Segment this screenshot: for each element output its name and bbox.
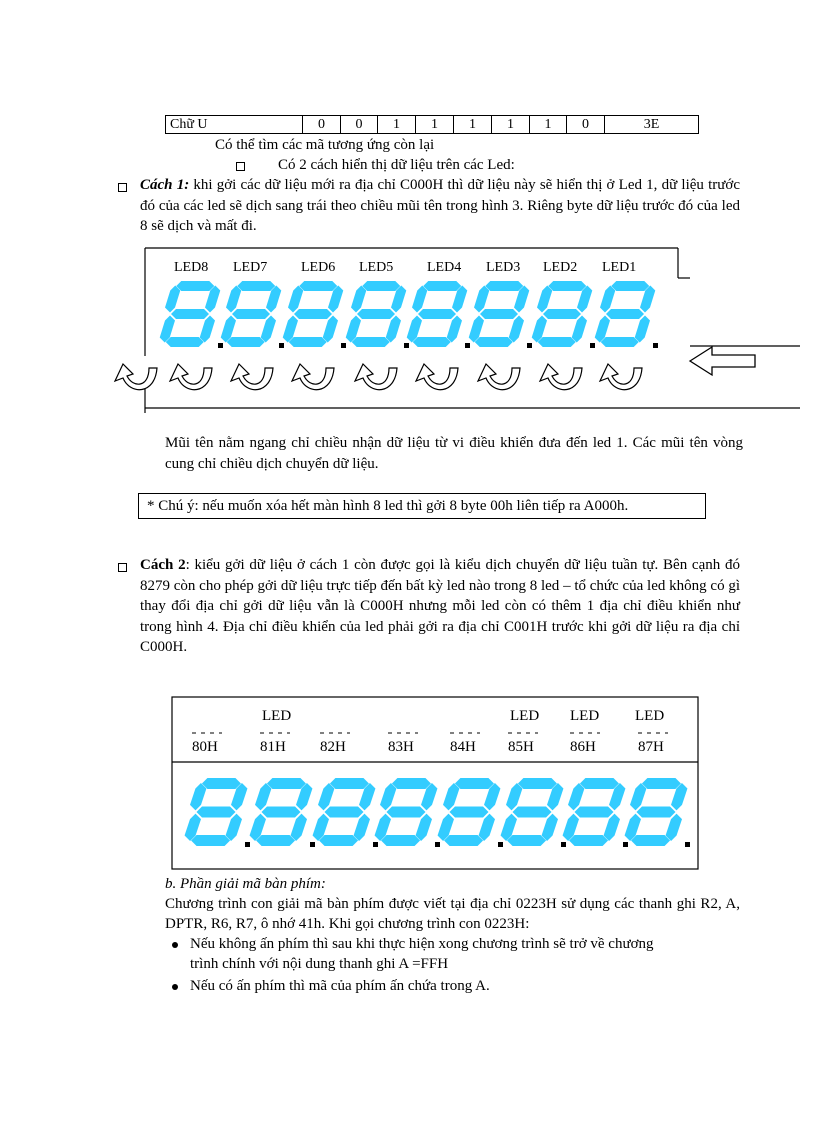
decimal-point: [341, 343, 346, 348]
code-label: Chữ U: [166, 116, 303, 134]
led-label: LED: [510, 708, 540, 724]
segment: [323, 316, 338, 343]
segment: [237, 281, 275, 291]
segment: [455, 778, 494, 789]
code-bit: 1: [492, 116, 530, 134]
segment: [479, 814, 495, 841]
decimal-point: [404, 343, 409, 348]
code-hex: 3E: [605, 116, 699, 134]
segment: [351, 286, 366, 313]
decimal-point: [623, 842, 628, 847]
led-label: LED5: [359, 260, 394, 275]
code-bit: 0: [341, 116, 378, 134]
shift-arrow-icon: [416, 364, 458, 390]
segment: [543, 309, 581, 319]
decimal-point: [279, 343, 284, 348]
led-label: LED8: [174, 260, 209, 275]
segment: [190, 783, 206, 810]
shift-arrow-icon: [170, 364, 212, 390]
segment: [386, 316, 401, 343]
figure-led-shift: [100, 238, 800, 418]
segment: [538, 337, 576, 347]
segment: [267, 778, 306, 789]
remaining-codes-text: Có thể tìm các mã tương ứng còn lại: [215, 137, 435, 153]
segment: [509, 316, 524, 343]
segment: [362, 281, 400, 291]
decimal-point: [590, 343, 595, 348]
segment: [631, 835, 670, 846]
segment: [604, 814, 620, 841]
segment: [256, 835, 295, 846]
code-bit: 1: [454, 116, 492, 134]
cach1-paragraph: [140, 175, 740, 237]
decimal-point: [310, 842, 315, 847]
square-bullet-icon: [118, 563, 127, 572]
decimal-point: [435, 842, 440, 847]
code-bit: 1: [416, 116, 454, 134]
segment: [227, 337, 265, 347]
segment: [416, 814, 432, 841]
led-label: LED4: [427, 260, 462, 275]
segment: [380, 783, 396, 810]
segment: [480, 309, 518, 319]
segment: [197, 807, 236, 818]
figure3-group: [115, 248, 800, 413]
segment: [226, 814, 242, 841]
segment: [506, 783, 522, 810]
segment: [318, 783, 334, 810]
cach1-label: Cách 1:: [140, 177, 190, 193]
segment: [542, 814, 558, 841]
section-b-title: b. Phần giải mã bàn phím:: [165, 876, 326, 892]
decimal-point: [527, 343, 532, 348]
code-bit: 0: [567, 116, 605, 134]
code-bit: 1: [530, 116, 567, 134]
segment: [474, 286, 489, 313]
cach2-label: Cách 2: [140, 557, 186, 573]
segment: [226, 286, 241, 313]
segment: [637, 807, 676, 818]
segment: [572, 316, 587, 343]
led-address: 83H: [388, 739, 414, 755]
segment: [381, 835, 420, 846]
segment: [392, 778, 431, 789]
segment: [412, 286, 427, 313]
decimal-point: [561, 842, 566, 847]
segment: [447, 316, 462, 343]
segment: [165, 286, 180, 313]
section-b-bullet-2: Nếu có ấn phím thì mã của phím ấn chứa trong A.: [190, 978, 490, 994]
segment: [548, 281, 586, 291]
square-bullet-icon: [236, 162, 245, 171]
segment: [569, 835, 608, 846]
decimal-point: [498, 842, 503, 847]
decimal-point: [465, 343, 470, 348]
led-label: LED3: [486, 260, 521, 275]
led-address: 85H: [508, 739, 534, 755]
segment: [354, 814, 370, 841]
bullet-icon: [172, 984, 178, 990]
led-address: 82H: [320, 739, 346, 755]
segment: [507, 835, 546, 846]
segment: [261, 316, 276, 343]
figure4-group: [172, 697, 698, 869]
segment: [423, 281, 461, 291]
led-label: LED: [570, 708, 600, 724]
segment: [176, 281, 214, 291]
shift-arrow-icon: [292, 364, 334, 390]
segment: [171, 309, 209, 319]
segment: [666, 814, 682, 841]
segment: [413, 337, 451, 347]
segment: [291, 814, 307, 841]
led-label: LED2: [543, 260, 578, 275]
code-bit: 1: [378, 116, 416, 134]
segment: [288, 286, 303, 313]
led-label: LED: [635, 708, 665, 724]
segment: [642, 778, 681, 789]
segment: [325, 807, 364, 818]
square-bullet-icon: [118, 183, 127, 192]
bullet-icon: [172, 942, 178, 948]
segment: [299, 281, 337, 291]
two-ways-text: Có 2 cách hiển thị dữ liệu trên các Led:: [278, 157, 515, 173]
segment: [191, 835, 230, 846]
led-address: 86H: [570, 739, 596, 755]
segment: [600, 286, 615, 313]
shift-arrow-icon: [115, 364, 157, 390]
segment: [289, 337, 327, 347]
note-box: * Chú ý: nếu muốn xóa hết màn hình 8 led thì gởi 8 byte 00h liên tiếp ra A000h.: [138, 493, 706, 519]
segment: [418, 309, 456, 319]
led-label: LED6: [301, 260, 336, 275]
segment: [537, 286, 552, 313]
segment: [357, 309, 395, 319]
cach2-paragraph: [140, 555, 740, 658]
section-b-text: Chương trình con giải mã bàn phím được viết tại địa chỉ 0223H sử dụng các thanh ghi R2, A, DPTR, R6, R7, ô nhớ 41h. Khi gọi chương trình con 0223H:: [165, 896, 740, 932]
segment: [200, 316, 215, 343]
led-label: LED1: [602, 260, 637, 275]
decimal-point: [373, 842, 378, 847]
cach1-text: khi gởi các dữ liệu mới ra địa chỉ C000H thì dữ liệu này sẽ hiển thị ở Led 1, dữ liệu trước đó của các led sẽ dịch sang trái theo chiều mũi tên trong hình 3. Riêng byte dữ liệu trước đó của led 8 sẽ dịch và mất đi.: [140, 177, 740, 234]
segment: [330, 778, 369, 789]
segment: [475, 337, 513, 347]
segment: [352, 337, 390, 347]
segment: [635, 316, 650, 343]
figure-led-addresses: [170, 695, 700, 871]
shift-arrow-icon: [600, 364, 642, 390]
segment: [601, 337, 639, 347]
segment: [575, 807, 614, 818]
segment: [606, 309, 644, 319]
code-table-row: [166, 116, 699, 134]
section-b-bullet-1: Nếu không ấn phím thì sau khi thực hiện xong chương trình sẽ trở về chương trình chính với nội dung thanh ghi A =FFH: [190, 936, 654, 972]
cach2-text: : kiểu gởi dữ liệu ở cách 1 còn được gọi là kiểu dịch chuyển dữ liệu tuần tự. Bên cạnh đó 8279 còn cho phép gởi dữ liệu trực tiếp đến bất kỳ led nào trong 8 led – tổ chức của led không có gì thay đổi địa chỉ gởi dữ liệu vẫn là C000H nhưng mỗi led còn có thêm 1 địa chỉ điều khiển như trong hình 4. Địa chỉ điều khiển của led phải gởi ra địa chỉ C001H trước khi gởi dữ liệu ra địa chỉ C000H.: [140, 557, 740, 655]
code-table: [165, 115, 699, 134]
segment: [568, 783, 584, 810]
led-label: LED: [262, 708, 292, 724]
input-arrow-icon: [690, 347, 755, 375]
shift-arrow-icon: [231, 364, 273, 390]
segment: [444, 835, 483, 846]
segment: [202, 778, 241, 789]
segment: [262, 807, 301, 818]
segment: [630, 783, 646, 810]
segment: [518, 778, 557, 789]
decimal-point: [685, 842, 690, 847]
decimal-point: [245, 842, 250, 847]
segment: [450, 807, 489, 818]
led-label: LED7: [233, 260, 268, 275]
led-address: 81H: [260, 739, 286, 755]
shift-arrow-icon: [540, 364, 582, 390]
led-address: 80H: [192, 739, 218, 755]
figure3-caption: Mũi tên nằm ngang chỉ chiều nhận dữ liệu từ vi điều khiển đưa đến led 1. Các mũi tên vòng cung chỉ chiều dịch chuyển dữ liệu.: [165, 435, 743, 472]
segment: [387, 807, 426, 818]
segment: [319, 835, 358, 846]
segment: [513, 807, 552, 818]
shift-arrow-icon: [355, 364, 397, 390]
segment: [232, 309, 270, 319]
led-address: 87H: [638, 739, 664, 755]
code-bit: 0: [303, 116, 341, 134]
led-address: 84H: [450, 739, 476, 755]
segment: [294, 309, 332, 319]
decimal-point: [218, 343, 223, 348]
segment: [580, 778, 619, 789]
segment: [166, 337, 204, 347]
segment: [443, 783, 459, 810]
decimal-point: [653, 343, 658, 348]
segment: [611, 281, 649, 291]
segment: [485, 281, 523, 291]
shift-arrow-icon: [478, 364, 520, 390]
segment: [255, 783, 271, 810]
